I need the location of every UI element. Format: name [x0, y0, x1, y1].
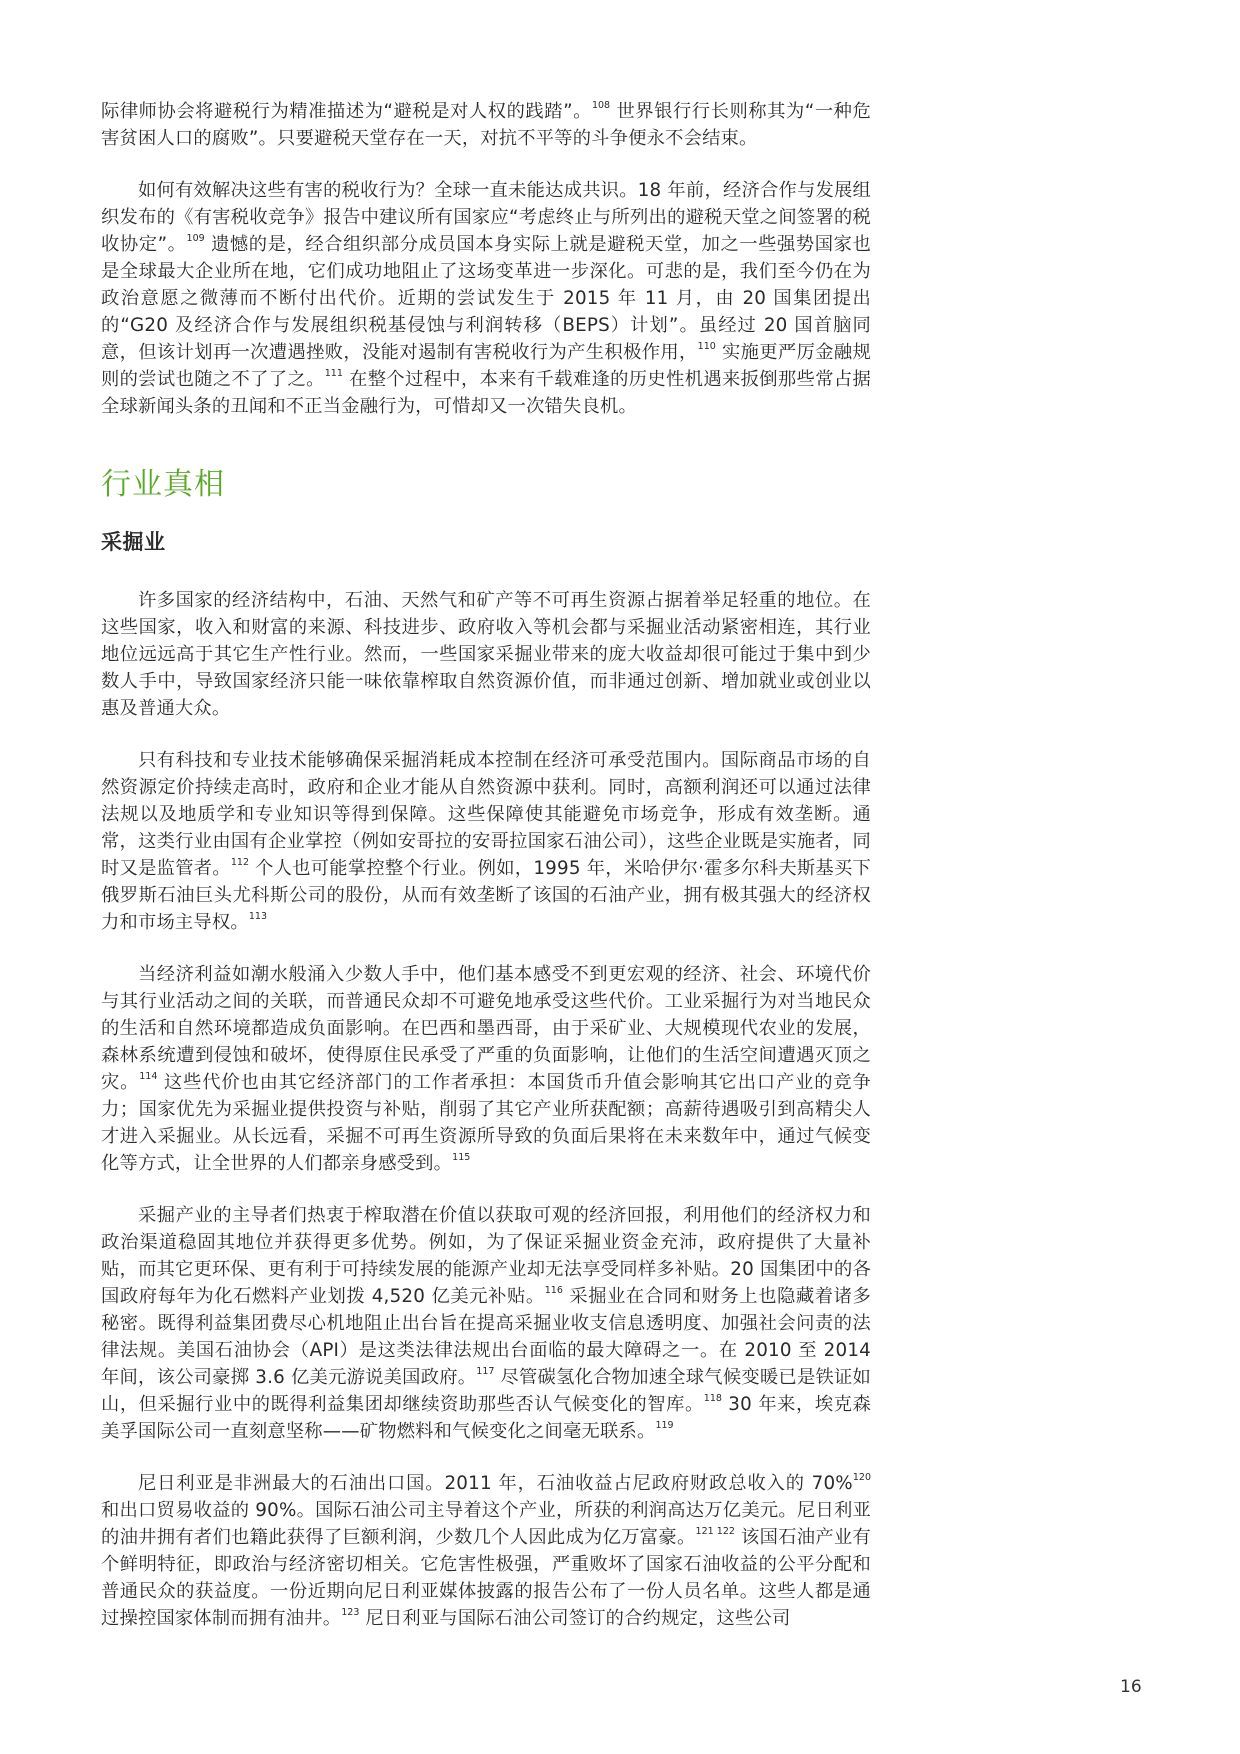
footnote-ref[interactable]: 109: [186, 232, 205, 244]
paragraph-text: 在整个过程中，本来有千载难逢的历史性机遇来扳倒那些常占据全球新闻头条的丑闻和不正当金融行为，可惜却又一次错失良机。: [101, 369, 871, 417]
paragraph-text: 该国石油产业有个鲜明特征，即政治与经济密切相关。它危害性极强，严重败坏了国家石油收益的公平分配和普通民众的获益度。一份近期向尼日利亚媒体披露的报告公布了一份人员名单。这些人都是通过操控国家体制而拥有油井。: [101, 1527, 871, 1629]
paragraph-text: 如何有效解决这些有害的税收行为？全球一直未能达成共识。18 年前，经济合作与发展组织发布的《有害税收竞争》报告中建议所有国家应“考虑终止与所列出的避税天堂之间签署的税收协定”。: [101, 180, 871, 255]
paragraph-text: 只有科技和专业技术能够确保采掘消耗成本控制在经济可承受范围内。国际商品市场的自然资源定价持续走高时，政府和企业才能从自然资源中获利。同时，高额利润还可以通过法律法规以及地质学和专业知识等得到保障。这些保障使其能避免市场竞争，形成有效垄断。通常，这类行业由国有企业掌控（例如安哥拉的安哥拉国家石油公司），这些企业既是实施者，同时又是监管者。: [101, 750, 871, 879]
footnote-ref[interactable]: 116: [544, 1284, 563, 1296]
paragraph-text: 个人也可能掌控整个行业。例如，1995 年，米哈伊尔·霍多尔科夫斯基买下俄罗斯石油巨头尤科斯公司的股份，从而有效垄断了该国的石油产业，拥有极其强大的经济权力和市场主导权。: [101, 858, 871, 933]
footnote-ref[interactable]: 111: [324, 367, 343, 379]
footnote-ref[interactable]: 110: [697, 340, 716, 352]
paragraph-text: 遗憾的是，经合组织部分成员国本身实际上就是避税天堂，加之一些强势国家也是全球最大企业所在地，它们成功地阻止了这场变革进一步深化。可悲的是，我们至今仍在为政治意愿之微薄而不断付出代价。近期的尝试发生于 2015 年 11 月，由 20 国集团提出的“G20 及经济合作与发展组织税基侵蚀与利润转移（BEPS）计划”。虽经过 20 国首脑同意，但该计划再一次遭遇挫败，没能对遏制有害税收行为产生积极作用，: [101, 234, 871, 363]
paragraph-text: 采掘产业的主导者们热衷于榨取潜在价值以获取可观的经济回报，利用他们的经济权力和政治渠道稳固其地位并获得更多优势。例如，为了保证采掘业资金充沛，政府提供了大量补贴，而其它更环保、更有利于可持续发展的能源产业却无法享受同样多补贴。20 国集团中的各国政府每年为化石燃料产业划拨 4,520 亿美元补贴。: [101, 1205, 872, 1307]
paragraph-text: 和出口贸易收益的 90%。国际石油公司主导着这个产业，所获的利润高达万亿美元。尼日利亚的油井拥有者们也籍此获得了巨额利润，少数几个人因此成为亿万富豪。: [101, 1500, 871, 1548]
paragraph-text: 这些代价也由其它经济部门的工作者承担：本国货币升值会影响其它出口产业的竞争力；国家优先为采掘业提供投资与补贴，削弱了其它产业所获配额；高薪待遇吸引到高精尖人才进入采掘业。从长远看，采掘不可再生资源所导致的负面后果将在未来数年中，通过气候变化等方式，让全世界的人们都亲身感受到。: [101, 1072, 871, 1174]
footnote-ref[interactable]: 114: [139, 1070, 158, 1082]
paragraph-text: 实施更严厉金融规则的尝试也随之不了了之。: [101, 342, 871, 390]
paragraph-text: 尼日利亚与国际石油公司签订的合约规定，这些公司: [359, 1608, 791, 1629]
document-page: [101, 98, 871, 1632]
body-paragraph: [101, 961, 871, 1177]
footnote-ref[interactable]: 113: [248, 910, 267, 922]
section-heading: 行业真相: [101, 467, 225, 502]
footnote-ref[interactable]: 121 122: [695, 1525, 735, 1537]
paragraph-text: 许多国家的经济结构中，石油、天然气和矿产等不可再生资源占据着举足轻重的地位。在这些国家，收入和财富的来源、科技进步、政府收入等机会都与采掘业活动紧密相连，其行业地位远远高于其它生产性行业。然而，一些国家采掘业带来的庞大收益却很可能过于集中到少数人手中，导致国家经济只能一味依靠榨取自然资源价值，而非通过创新、增加就业或创业以惠及普通大众。: [101, 590, 871, 719]
footnote-ref[interactable]: 123: [341, 1606, 360, 1618]
paragraph-text: 采掘业在合同和财务上也隐藏着诸多秘密。既得利益集团费尽心机地阻止出台旨在提高采掘业收支信息透明度、加强社会问责的法律法规。美国石油协会（API）是这类法律法规出台面临的最大障碍之一。在 2010 至 2014 年间，该公司豪掷 3.6 亿美元游说美国政府。: [101, 1286, 871, 1388]
paragraph-text: 际律师协会将避税行为精准描述为“避税是对人权的践踏”。: [101, 101, 592, 122]
footnote-ref[interactable]: 120: [852, 1471, 871, 1483]
page-number: 16: [1120, 1677, 1142, 1697]
paragraph-text: 30 年来，埃克森美孚国际公司一直刻意坚称——矿物燃料和气候变化之间毫无联系。: [101, 1394, 871, 1442]
footnote-ref[interactable]: 108: [591, 99, 611, 111]
paragraph-text: 当经济利益如潮水般涌入少数人手中，他们基本感受不到更宏观的经济、社会、环境代价与其行业活动之间的关联，而普通民众却不可避免地承受这些代价。工业采掘行为对当地民众的生活和自然环境都造成负面影响。在巴西和墨西哥，由于采矿业、大规模现代农业的发展，森林系统遭到侵蚀和破坏，使得原住民承受了严重的负面影响，让他们的生活空间遭遇灭顶之灾。: [101, 964, 871, 1093]
footnote-ref[interactable]: 115: [452, 1151, 471, 1163]
body-paragraph: [101, 1470, 871, 1632]
paragraph-text: 尽管碳氢化合物加速全球气候变暖已是铁证如山，但采掘行业中的既得利益集团却继续资助那些否认气候变化的智库。: [101, 1367, 872, 1415]
subsection-heading: 采掘业: [101, 530, 166, 554]
footnote-ref[interactable]: 118: [703, 1392, 722, 1404]
paragraph-text: 世界银行行长则称其为“一种危害贫困人口的腐败”。只要避税天堂存在一天，对抗不平等的斗争便永不会结束。: [101, 101, 871, 149]
body-paragraph: [101, 177, 871, 420]
footnote-ref[interactable]: 117: [476, 1365, 495, 1377]
footnote-ref[interactable]: 119: [655, 1419, 674, 1431]
footnote-ref[interactable]: 112: [230, 856, 249, 868]
body-paragraph: [101, 747, 871, 936]
paragraph-text: 尼日利亚是非洲最大的石油出口国。2011 年，石油收益占尼政府财政总收入的 70%: [138, 1473, 853, 1494]
body-paragraph: [101, 98, 871, 152]
body-paragraph: [101, 587, 871, 722]
body-paragraph: [101, 1202, 871, 1445]
